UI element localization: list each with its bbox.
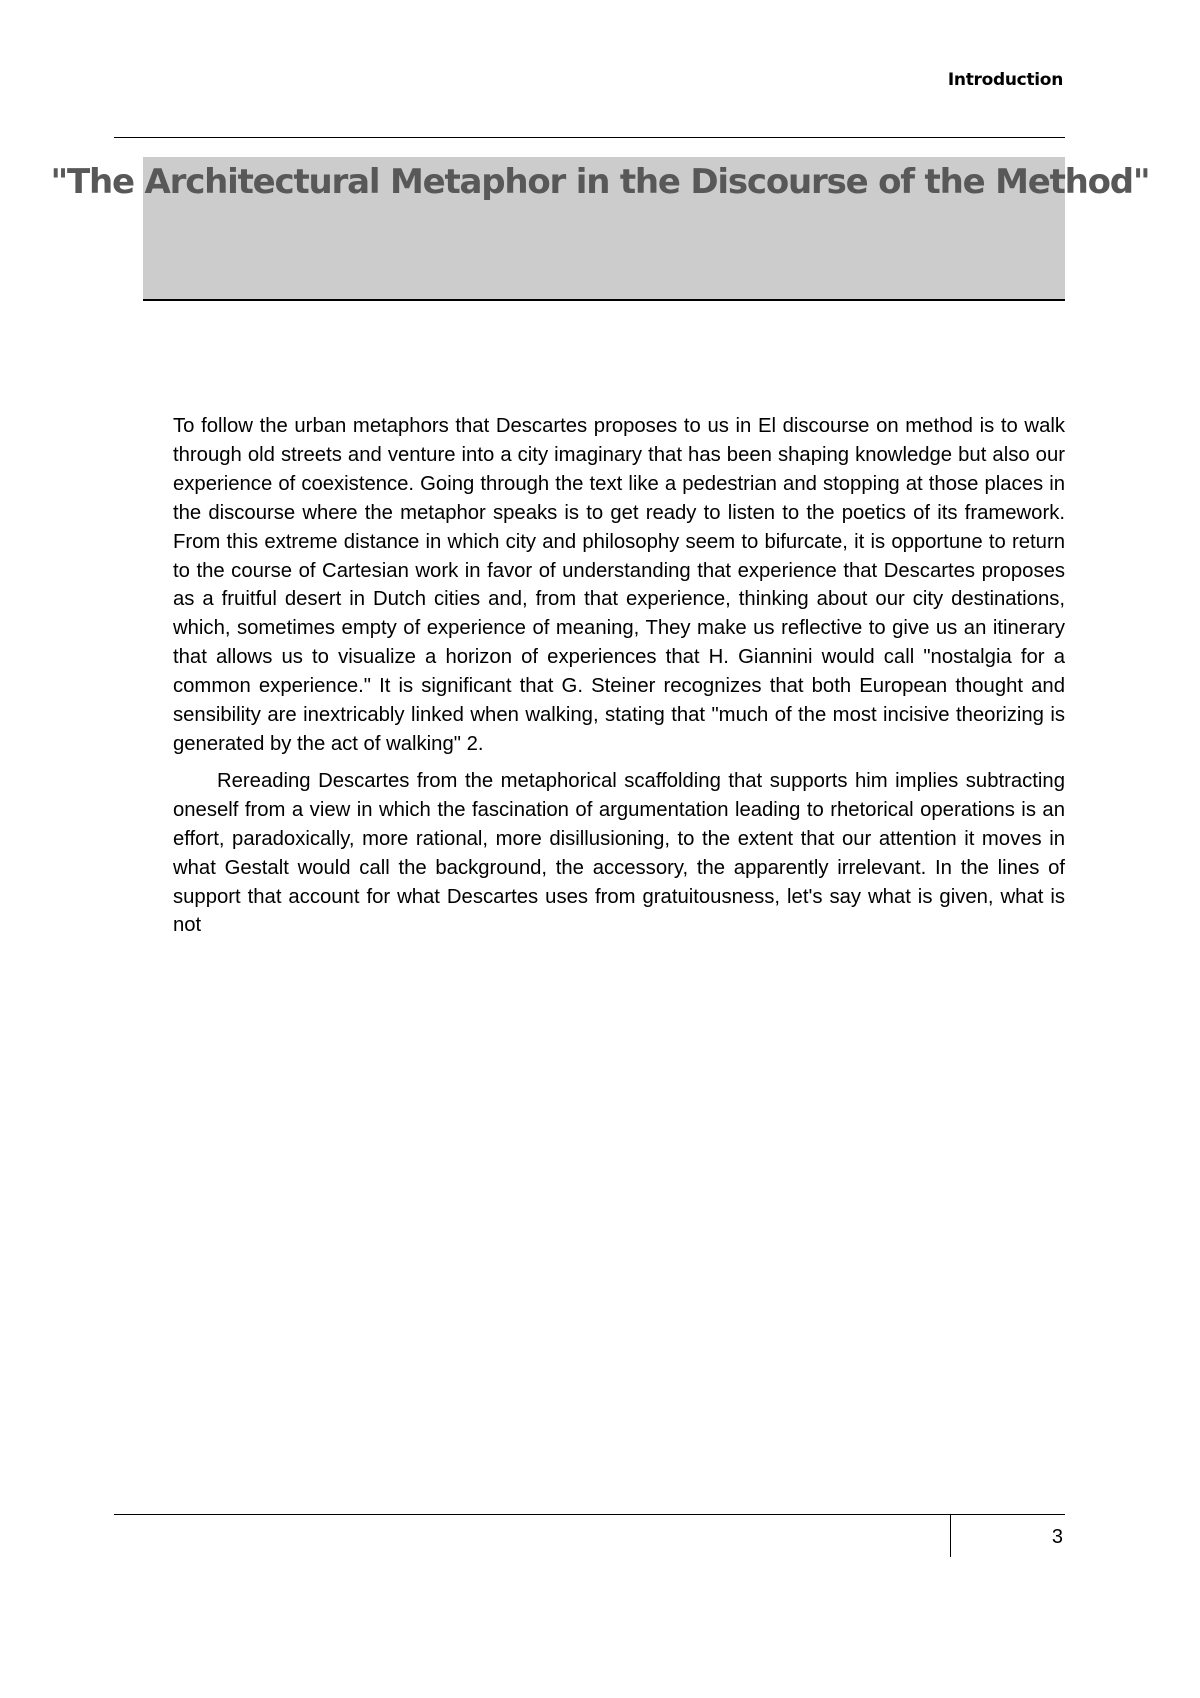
paragraph-1: To follow the urban metaphors that Descartes proposes to us in El discourse on method is to walk through old streets and venture into a city imaginary that has been shaping knowledge but also our experience of coexistence. Going through the text like a pedestrian and stopping at those places in the discourse where the metaphor speaks is to get ready to listen to the poetics of its framework. From this extreme distance in which city and philosophy seem to bifurcate, it is opportune to return to the course of Cartesian work in favor of understanding that experience that Descartes proposes as a fruitful desert in Dutch cities and, from that experience, thinking about our city destinations, which, sometimes empty of experience of meaning, They make us reflective to give us an itinerary that allows us to visualize a horizon of experiences that H. Giannini would call "nostalgia for a common experience." It is significant that G. Steiner recognizes that both European thought and sensibility are inextricably linked when walking, stating that "much of the most incisive theorizing is generated by the act of walking" 2. <box>173 415 1065 755</box>
page-number: 3 <box>1051 1526 1063 1548</box>
running-header: Introduction <box>947 70 1063 90</box>
document-title: "The Architectural Metaphor in the Discourse of the Method" <box>50 162 1150 202</box>
footer-rule <box>114 1514 1065 1515</box>
footer-divider <box>950 1514 951 1557</box>
body-text <box>173 412 1065 940</box>
paragraph-2: Rereading Descartes from the metaphorical scaffolding that supports him implies subtracting oneself from a view in which the fascination of argumentation leading to rhetorical operations is an effort, paradoxically, more rational, more disillusioning, to the extent that our attention it moves in what Gestalt would call the background, the accessory, the apparently irrelevant. In the lines of support that account for what Descartes uses from gratuitousness, let's say what is given, what is not <box>173 769 1065 937</box>
header-rule <box>114 137 1065 138</box>
